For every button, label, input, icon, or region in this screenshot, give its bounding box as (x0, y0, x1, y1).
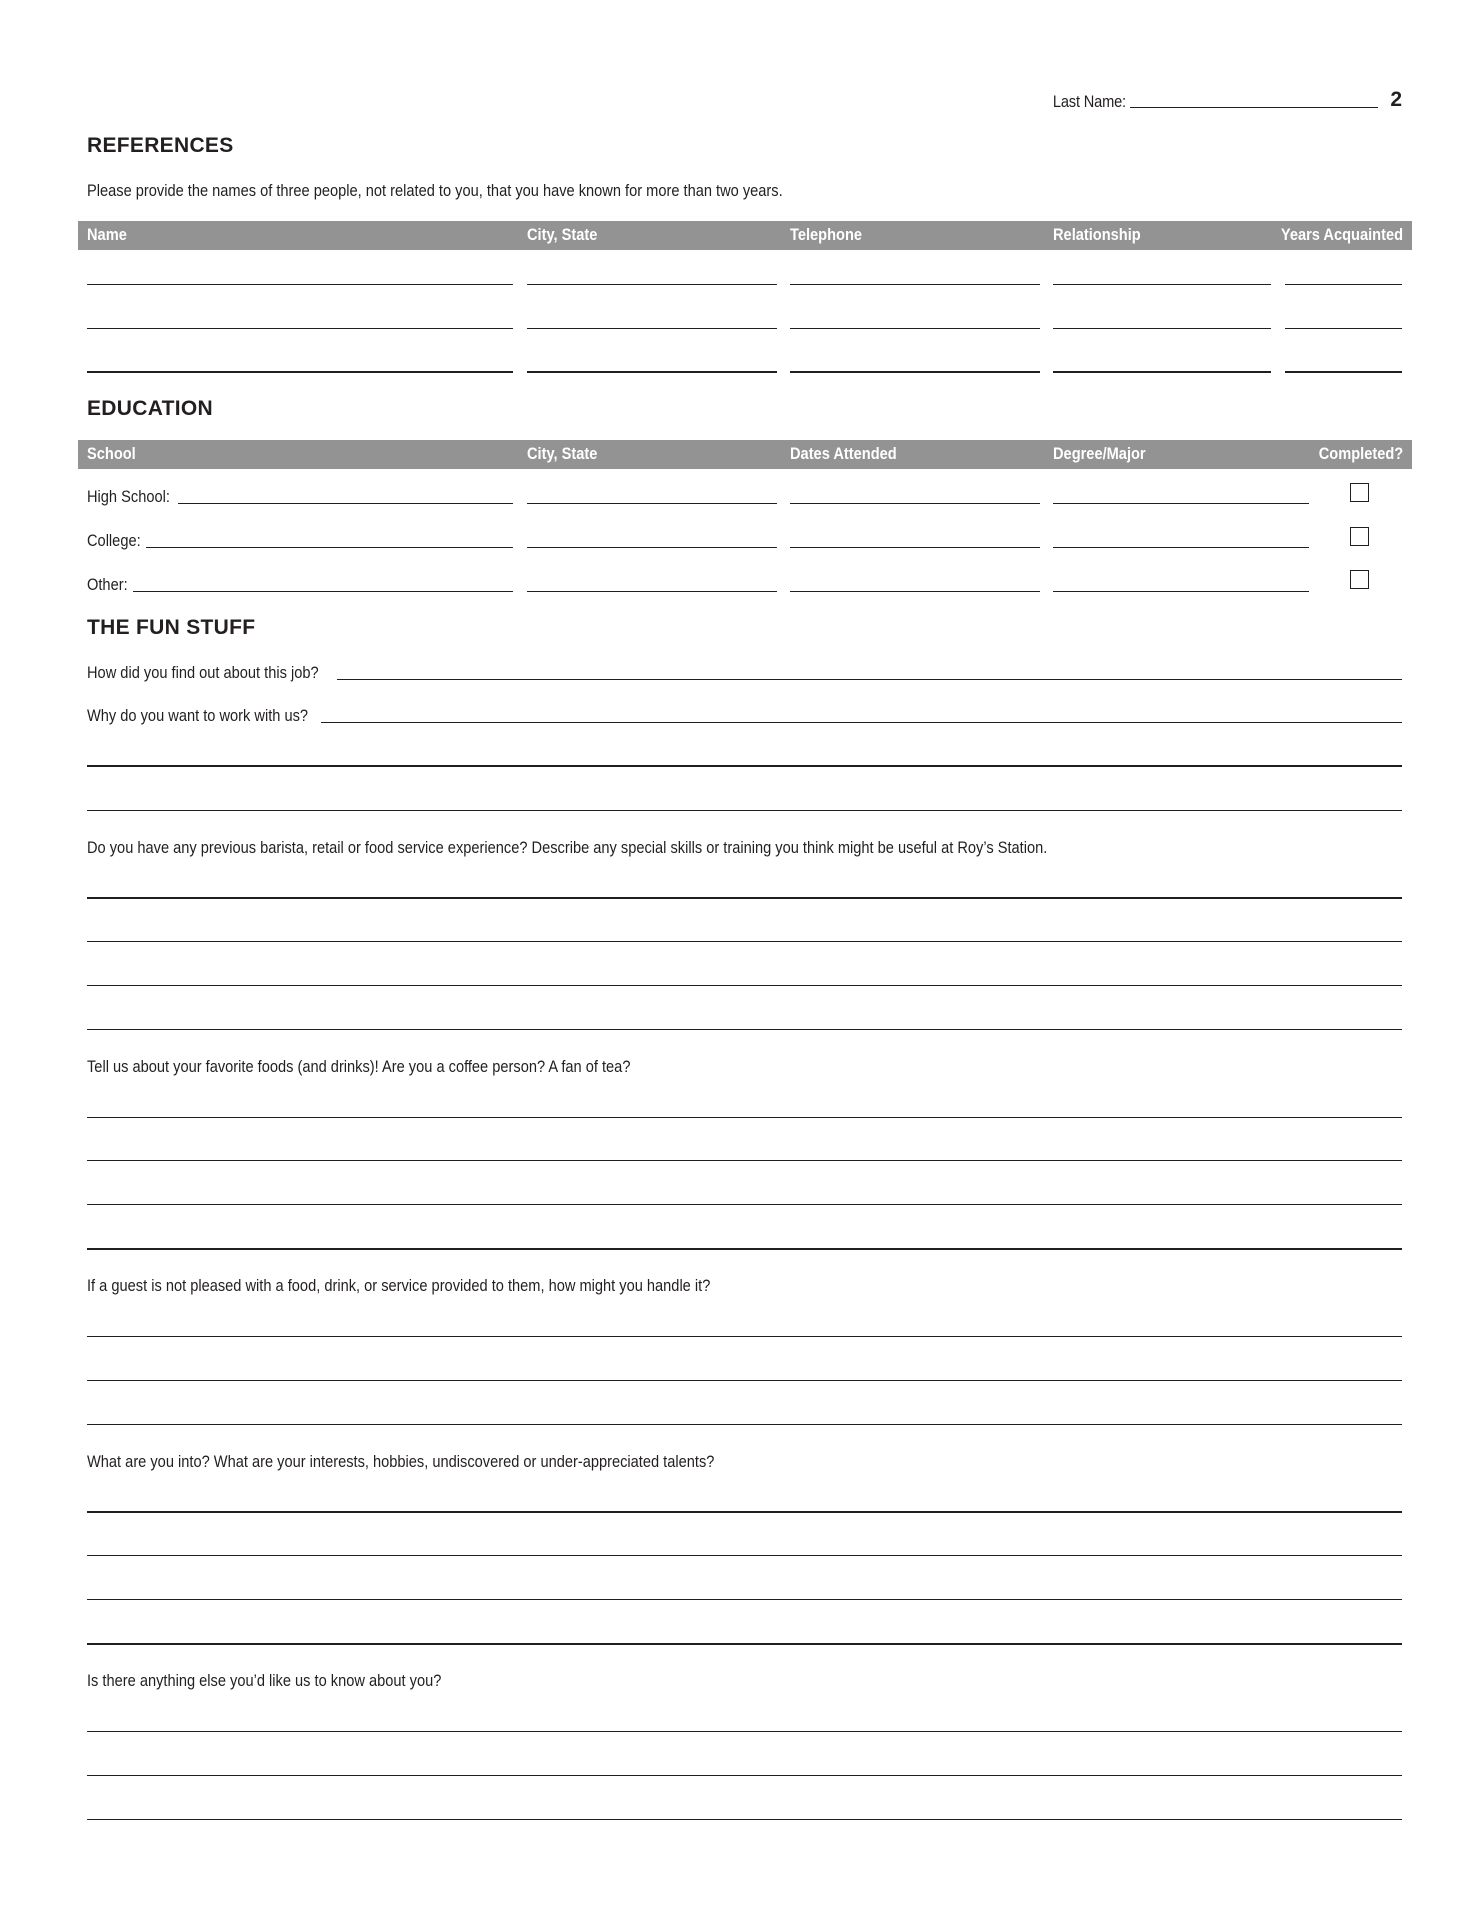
other-dates-field[interactable] (790, 591, 1040, 592)
ref-1-city-field[interactable] (527, 284, 777, 285)
college-city-field[interactable] (527, 547, 777, 548)
answer-interests-line[interactable] (87, 1511, 1402, 1513)
answer-guest-line[interactable] (87, 1380, 1402, 1381)
ref-2-relationship-field[interactable] (1053, 328, 1271, 329)
references-instructions: Please provide the names of three people, not related to you, that you have known for more than two years. (87, 181, 783, 200)
answer-foods-line[interactable] (87, 1160, 1402, 1161)
question-anything-else: Is there anything else you’d like us to know about you? (87, 1671, 442, 1690)
answer-guest-line[interactable] (87, 1424, 1402, 1425)
ref-3-years-field[interactable] (1285, 371, 1402, 373)
ref-1-name-field[interactable] (87, 284, 513, 285)
high-school-completed-checkbox[interactable] (1350, 483, 1369, 502)
ref-col-years-acquainted: Years Acquainted (1280, 225, 1403, 244)
other-school-name-field[interactable] (133, 591, 513, 592)
last-name-label: Last Name: (1053, 92, 1127, 111)
answer-interests-line[interactable] (87, 1599, 1402, 1600)
edu-col-completed: Completed? (1318, 444, 1403, 463)
ref-col-relationship: Relationship (1053, 225, 1141, 244)
ref-3-name-field[interactable] (87, 371, 513, 373)
answer-anything-else-line[interactable] (87, 1731, 1402, 1732)
edu-col-dates-attended: Dates Attended (790, 444, 897, 463)
last-name-header (1041, 88, 1402, 112)
ref-3-relationship-field[interactable] (1053, 371, 1271, 373)
edu-row-label: College: (87, 531, 141, 550)
answer-foods-line[interactable] (87, 1117, 1402, 1118)
page-number: 2 (1390, 88, 1402, 111)
ref-3-phone-field[interactable] (790, 371, 1040, 373)
ref-3-city-field[interactable] (527, 371, 777, 373)
ref-1-years-field[interactable] (1285, 284, 1402, 285)
college-dates-field[interactable] (790, 547, 1040, 548)
high-school-name-field[interactable] (178, 503, 513, 504)
other-city-field[interactable] (527, 591, 777, 592)
answer-experience-line[interactable] (87, 941, 1402, 942)
edu-col-city-state: City, State (527, 444, 598, 463)
ref-col-city-state: City, State (527, 225, 598, 244)
education-header-band (78, 440, 1412, 469)
other-degree-field[interactable] (1053, 591, 1309, 592)
answer-guest-line[interactable] (87, 1336, 1402, 1337)
college-name-field[interactable] (146, 547, 513, 548)
ref-2-phone-field[interactable] (790, 328, 1040, 329)
college-degree-field[interactable] (1053, 547, 1309, 548)
answer-anything-else-line[interactable] (87, 1775, 1402, 1776)
edu-row-label: High School: (87, 487, 170, 506)
question-interests: What are you into? What are your interests, hobbies, undiscovered or under-appreciated talents? (87, 1452, 715, 1471)
question-guest: If a guest is not pleased with a food, drink, or service provided to them, how might you handle it? (87, 1276, 711, 1295)
ref-2-years-field[interactable] (1285, 328, 1402, 329)
answer-interests-line[interactable] (87, 1555, 1402, 1556)
ref-2-city-field[interactable] (527, 328, 777, 329)
question-foods: Tell us about your favorite foods (and drinks)! Are you a coffee person? A fan of tea? (87, 1057, 631, 1076)
answer-anything-else-line[interactable] (87, 1819, 1402, 1820)
answer-experience-line[interactable] (87, 985, 1402, 986)
answer-experience-line[interactable] (87, 897, 1402, 899)
answer-why-work-line[interactable] (87, 765, 1402, 767)
edu-row-label: Other: (87, 575, 128, 594)
answer-foods-line[interactable] (87, 1248, 1402, 1250)
references-header-band (78, 221, 1412, 250)
question-experience: Do you have any previous barista, retail or food service experience? Describe any special skills or training you think might be useful at Roy’s Station. (87, 838, 1048, 857)
high-school-city-field[interactable] (527, 503, 777, 504)
education-title: EDUCATION (87, 397, 213, 420)
ref-1-relationship-field[interactable] (1053, 284, 1271, 285)
college-completed-checkbox[interactable] (1350, 527, 1369, 546)
ref-1-phone-field[interactable] (790, 284, 1040, 285)
answer-find-job-field[interactable] (337, 679, 1402, 680)
last-name-field[interactable] (1130, 107, 1378, 108)
edu-col-degree-major: Degree/Major (1053, 444, 1146, 463)
ref-col-telephone: Telephone (790, 225, 863, 244)
other-completed-checkbox[interactable] (1350, 570, 1369, 589)
question-why-work: Why do you want to work with us? (87, 706, 309, 725)
question-find-job: How did you find out about this job? (87, 663, 319, 682)
high-school-degree-field[interactable] (1053, 503, 1309, 504)
answer-why-work-line[interactable] (321, 722, 1402, 723)
answer-experience-line[interactable] (87, 1029, 1402, 1030)
fun-stuff-title: THE FUN STUFF (87, 616, 256, 639)
edu-col-school: School (87, 444, 136, 463)
answer-why-work-line[interactable] (87, 810, 1402, 811)
answer-foods-line[interactable] (87, 1204, 1402, 1205)
answer-interests-line[interactable] (87, 1643, 1402, 1645)
ref-2-name-field[interactable] (87, 328, 513, 329)
references-title: REFERENCES (87, 134, 234, 157)
ref-col-name: Name (87, 225, 127, 244)
high-school-dates-field[interactable] (790, 503, 1040, 504)
